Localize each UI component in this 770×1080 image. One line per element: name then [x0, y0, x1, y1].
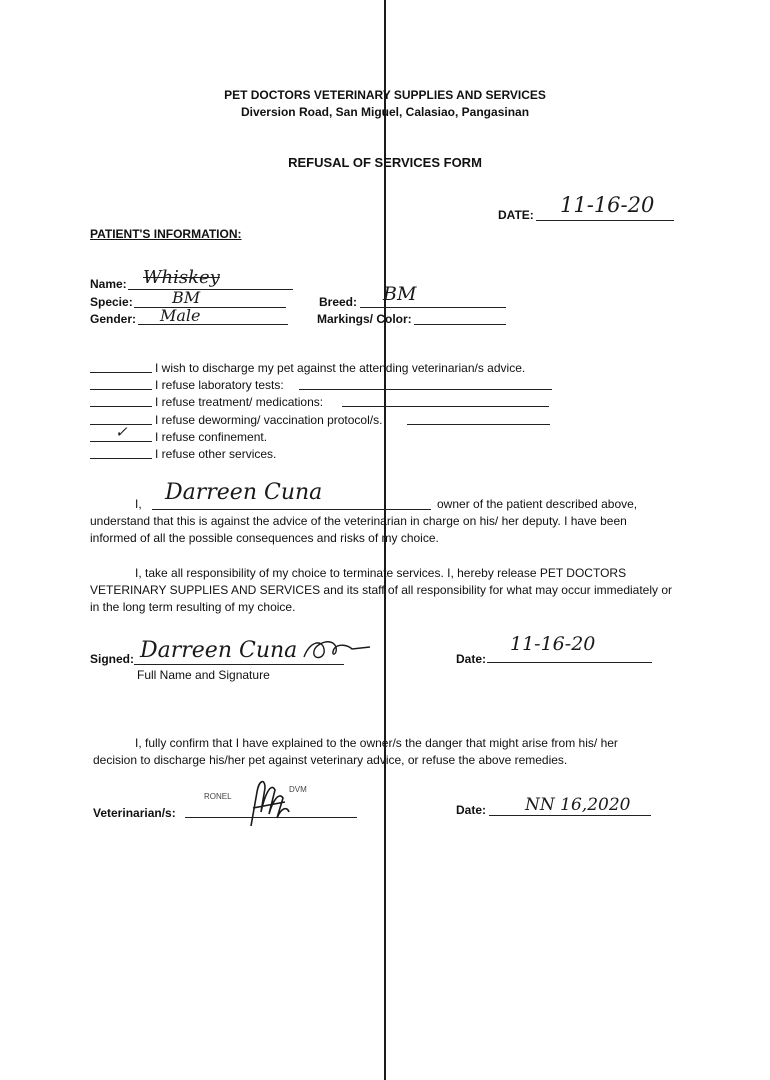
gender-label: Gender: — [90, 312, 137, 326]
name-value: Whiskey — [143, 267, 220, 288]
option-detail-line — [299, 389, 552, 390]
markings-label: Markings/ Color: — [317, 312, 412, 326]
option-label: I refuse confinement. — [155, 430, 268, 444]
specie-label: Specie: — [90, 295, 133, 309]
owner-name-line — [152, 509, 431, 510]
statement-p2-line3: in the long term resulting of my choice. — [90, 600, 296, 614]
signed-value: Darreen Cuna — [140, 638, 298, 663]
date-line — [536, 220, 674, 221]
owner-date-value: 11-16-20 — [510, 633, 596, 655]
name-line — [128, 289, 293, 290]
breed-value: BM — [383, 283, 417, 305]
specie-line — [134, 307, 286, 308]
date-label: DATE: — [498, 208, 534, 222]
name-label: Name: — [90, 277, 127, 291]
option-label: I refuse treatment/ medications: — [155, 395, 324, 409]
breed-label: Breed: — [319, 295, 358, 309]
vet-stamp-suffix: DVM — [289, 785, 307, 794]
statement-p1-line2: understand that this is against the advice of the veterinarian in charge on his/ her deputy. I have been — [90, 514, 627, 528]
statement-p2-line1: I, take all responsibility of my choice to terminate services. I, hereby release PET DOCTORS — [135, 566, 627, 580]
vet-date-label: Date: — [456, 803, 487, 817]
form-title: REFUSAL OF SERVICES FORM — [288, 155, 482, 170]
option-detail-line — [407, 424, 550, 425]
org-name: PET DOCTORS VETERINARY SUPPLIES AND SERVICES — [224, 88, 546, 102]
option-label: I refuse laboratory tests: — [155, 378, 284, 392]
vet-confirm-line2: decision to discharge his/her pet against veterinary advice, or refuse the above remedies. — [93, 753, 568, 767]
owner-name-value: Darreen Cuna — [165, 480, 323, 505]
vet-date-line — [489, 815, 651, 816]
option-detail-line — [342, 406, 549, 407]
option-label: I refuse deworming/ vaccination protocol/s. — [155, 413, 383, 427]
gender-value: Male — [160, 306, 201, 325]
vet-date-value: NN 16,2020 — [525, 795, 631, 815]
vet-signature-scribble — [235, 772, 295, 830]
statement-p1-line3: informed of all the possible consequences and risks of my choice. — [90, 531, 439, 545]
vet-stamp-text: RONEL — [204, 792, 232, 801]
option-label: I wish to discharge my pet against the attending veterinarian/s advice. — [155, 361, 526, 375]
statement-p1-line1: owner of the patient described above, — [437, 497, 638, 511]
option-blank — [90, 441, 152, 442]
option-blank — [90, 389, 152, 390]
owner-date-line — [487, 662, 652, 663]
date-value: 11-16-20 — [560, 193, 655, 217]
statement-p2-line2: VETERINARY SUPPLIES AND SERVICES and its staff of all responsibility for what may occur immediately or — [90, 583, 673, 597]
patient-info-heading: PATIENT'S INFORMATION: — [90, 227, 242, 241]
option-blank — [90, 406, 152, 407]
signed-label: Signed: — [90, 652, 134, 666]
signed-caption: Full Name and Signature — [137, 668, 270, 682]
owner-signature-scribble — [300, 633, 375, 665]
vet-label: Veterinarian/s: — [93, 806, 176, 820]
org-address: Diversion Road, San Miguel, Calasiao, Pangasinan — [240, 105, 530, 119]
statement-prefix: I, — [135, 497, 142, 511]
option-blank — [90, 458, 152, 459]
option-checkmark: ✓ — [115, 423, 128, 441]
vet-confirm-line1: I, fully confirm that I have explained to the owner/s the danger that might arise from his/ her — [135, 736, 618, 750]
owner-date-label: Date: — [456, 652, 487, 666]
option-blank — [90, 372, 152, 373]
specie-value: BM — [172, 288, 201, 307]
option-label: I refuse other services. — [155, 447, 277, 461]
breed-line — [360, 307, 506, 308]
markings-line — [414, 324, 506, 325]
